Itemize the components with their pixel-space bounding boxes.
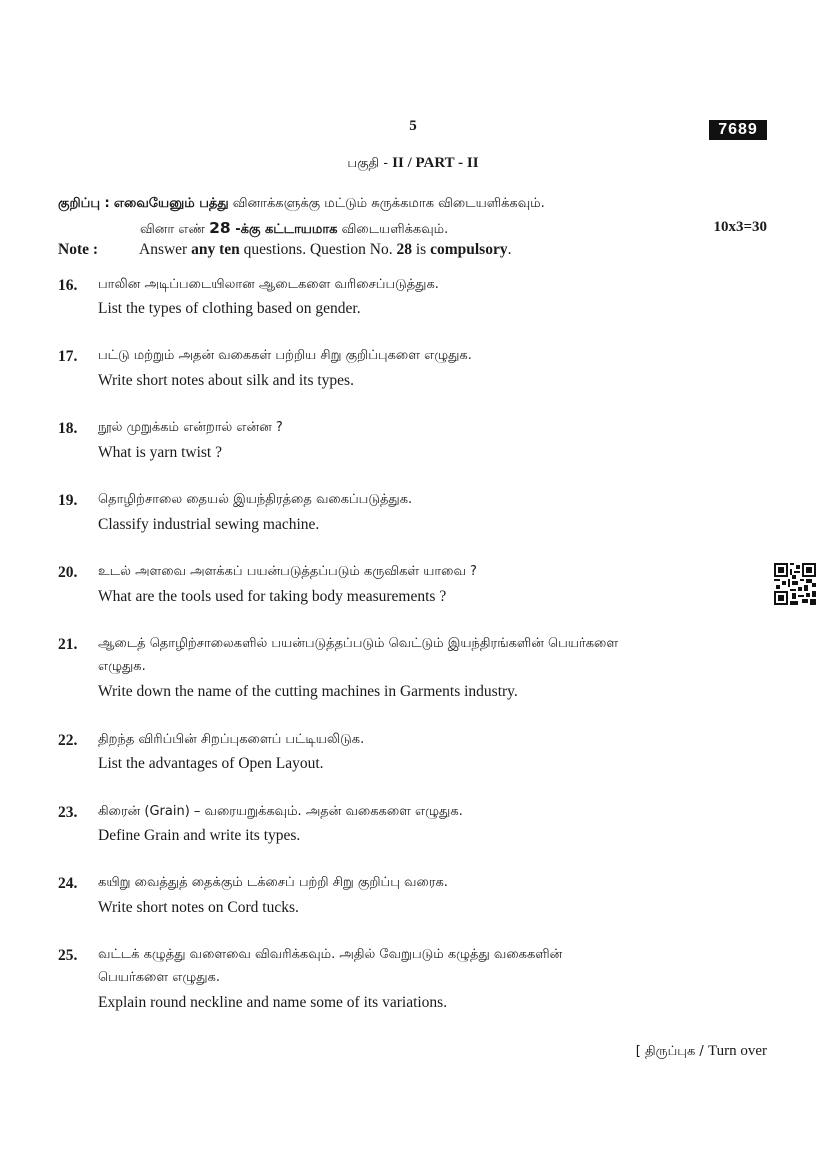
note-en-line: [139, 241, 511, 259]
instruction-2a: வினா எண்: [140, 222, 210, 237]
instruction-2-rest: விடையளிக்கவும்.: [337, 222, 449, 237]
question-en: List the types of clothing based on gender.: [98, 300, 361, 317]
instruction-rest-1: வினாக்களுக்கு மட்டும் சுருக்கமாக விடையளிக்கவும்.: [228, 196, 545, 211]
qr-code-icon: [774, 563, 816, 605]
question-ta: தொழிற்சாலை தையல் இயந்திரத்தை வகைப்படுத்துக.: [98, 492, 413, 507]
question-ta: பாலின அடிப்படையிலான ஆடைகளை வரிசைப்படுத்துக.: [98, 277, 439, 292]
question-en: Write down the name of the cutting machines in Garments industry.: [98, 683, 518, 700]
instruction-line-1: [58, 196, 545, 212]
question-number: 17.: [58, 348, 78, 365]
note-en-a: Answer: [139, 241, 192, 258]
page-number: 5: [409, 118, 417, 134]
note-en-c: is: [411, 241, 431, 258]
question-en: Explain round neckline and name some of its variations.: [98, 994, 448, 1011]
instruction-2-bold: -க்கு கட்டாயமாக: [230, 222, 338, 237]
instruction-bold-1: எவையேனும் பத்து: [113, 196, 229, 211]
question-number: 25.: [58, 947, 78, 964]
question-ta: வட்டக் கழுத்து வளைவை விவரிக்கவும். அதில் வேறுபடும் கழுத்து வகைகளின்: [98, 947, 563, 962]
instruction-2-num: 28: [209, 219, 231, 237]
note-en-bold-2: 28: [396, 241, 412, 258]
question-ta: கிரைன் (Grain) – வரையறுக்கவும். அதன் வகைகளை எழுதுக.: [98, 804, 463, 819]
turn-over-ta: [ திருப்புக /: [635, 1044, 708, 1059]
question-number: 22.: [58, 732, 78, 749]
note-label-ta: குறிப்பு :: [58, 196, 110, 211]
note-en-b: questions. Question No.: [239, 241, 397, 258]
question-ta: உடல் அளவை அளக்கப் பயன்படுத்தப்படும் கருவிகள் யாவை ?: [98, 564, 477, 579]
question-en: Classify industrial sewing machine.: [98, 516, 320, 533]
question-en: List the advantages of Open Layout.: [98, 755, 324, 772]
question-number: 16.: [58, 277, 78, 294]
question-ta: கயிறு வைத்துத் தைக்கும் டக்சைப் பற்றி சிறு குறிப்பு வரைக.: [98, 875, 448, 890]
question-number: 23.: [58, 804, 78, 821]
question-en: What are the tools used for taking body measurements ?: [98, 588, 447, 605]
part-title-ta: பகுதி -: [347, 156, 393, 171]
part-title: [0, 155, 826, 172]
question-number: 24.: [58, 875, 78, 892]
question-ta-cont: பெயர்களை எழுதுக.: [98, 970, 220, 985]
question-number: 19.: [58, 492, 78, 509]
note-en-bold-3: compulsory: [430, 241, 508, 258]
marks-label: 10x3=30: [713, 219, 767, 235]
question-en: Write short notes about silk and its types.: [98, 372, 354, 389]
question-ta: ஆடைத் தொழிற்சாலைகளில் பயன்படுத்தப்படும் வெட்டும் இயந்திரங்களின் பெயர்களை: [98, 636, 619, 651]
question-number: 18.: [58, 420, 78, 437]
question-en: Define Grain and write its types.: [98, 827, 301, 844]
question-en: What is yarn twist ?: [98, 444, 222, 461]
note-en-d: .: [507, 241, 512, 258]
question-en: Write short notes on Cord tucks.: [98, 899, 299, 916]
question-ta: பட்டு மற்றும் அதன் வகைகள் பற்றிய சிறு குறிப்புகளை எழுதுக.: [98, 348, 472, 363]
part-title-en: II / PART - II: [392, 155, 479, 171]
note-label-en: Note :: [58, 241, 99, 258]
question-ta: நூல் முறுக்கம் என்றால் என்ன ?: [98, 420, 283, 435]
question-number: 21.: [58, 636, 78, 653]
note-en-bold-1: any ten: [191, 241, 240, 258]
instruction-line-2: [140, 219, 448, 238]
note-en-label: [58, 241, 98, 259]
turn-over-en: Turn over: [707, 1043, 767, 1059]
question-number: 20.: [58, 564, 78, 581]
question-ta: திறந்த விரிப்பின் சிறப்புகளைப் பட்டியலிடுக.: [98, 732, 365, 747]
question-ta-cont: எழுதுக.: [98, 659, 146, 674]
turn-over-label: [560, 1043, 767, 1060]
paper-code-badge: 7689: [709, 120, 767, 140]
